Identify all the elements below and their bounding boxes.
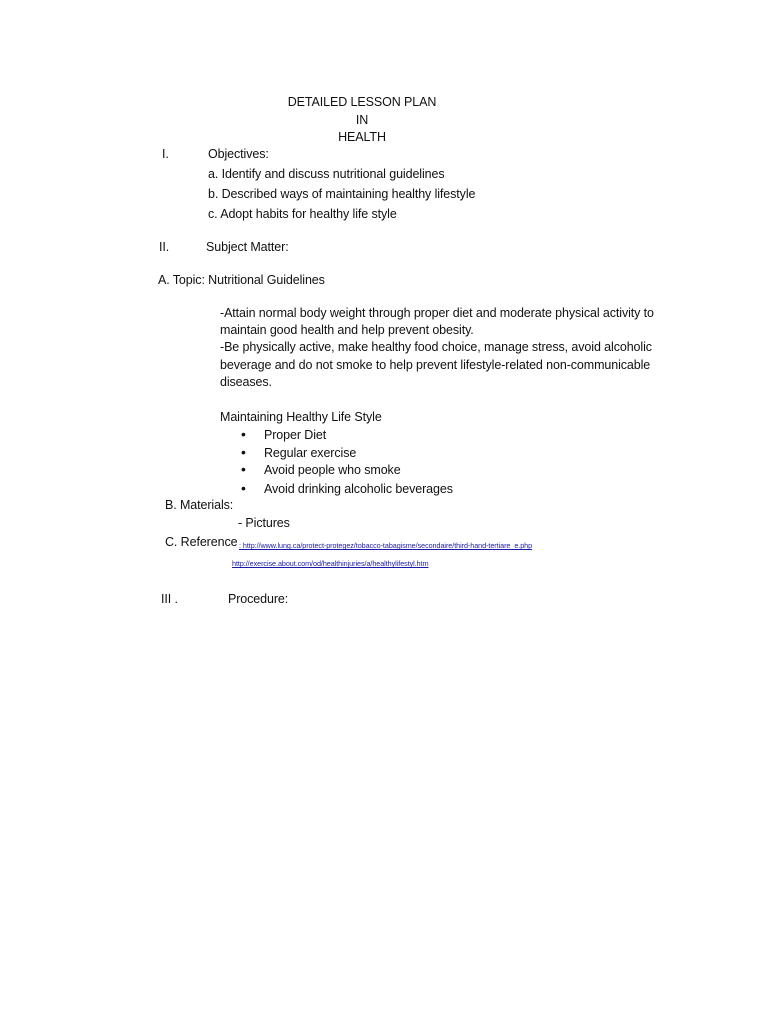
list-item: Proper Diet	[264, 428, 327, 442]
bullet-dot-icon: •	[241, 426, 246, 442]
procedure-numeral: III .	[161, 592, 178, 606]
objectives-heading: Objectives:	[208, 147, 269, 161]
list-item: Avoid drinking alcoholic beverages	[264, 482, 453, 496]
bullet-dot-icon: •	[241, 480, 246, 496]
topic-paragraph-line: -Be physically active, make healthy food choice, manage stress, avoid alcoholic	[220, 340, 652, 354]
topic-paragraph-line: maintain good health and help prevent obesity.	[220, 323, 474, 337]
procedure-heading: Procedure:	[228, 592, 289, 606]
reference-label: C. Reference	[165, 535, 238, 549]
materials-label: B. Materials:	[165, 498, 234, 512]
bullet-dot-icon: •	[241, 461, 246, 477]
objective-item: a. Identify and discuss nutritional guidelines	[208, 167, 445, 181]
subject-matter-heading: Subject Matter:	[206, 240, 289, 254]
materials-item: - Pictures	[238, 516, 290, 530]
objective-item: b. Described ways of maintaining healthy lifestyle	[208, 187, 476, 201]
title-line-2: IN	[355, 113, 369, 127]
list-item: Avoid people who smoke	[264, 463, 401, 477]
title-line-3: HEALTH	[338, 130, 386, 144]
subject-matter-numeral: II.	[159, 240, 170, 254]
topic-label: A. Topic: Nutritional Guidelines	[158, 273, 325, 287]
objectives-numeral: I.	[162, 147, 169, 161]
list-item: Regular exercise	[264, 446, 357, 460]
reference-link[interactable]: : http://www.lung.ca/protect-protegez/tobacco-tabagisme/secondaire/third-hand-tertiare_e.php	[239, 541, 533, 550]
title-line-1: DETAILED LESSON PLAN	[287, 95, 437, 109]
topic-paragraph-line: diseases.	[220, 375, 272, 389]
topic-paragraph-line: -Attain normal body weight through proper diet and moderate physical activity to	[220, 306, 654, 320]
bullet-dot-icon: •	[241, 444, 246, 460]
reference-link[interactable]: http://exercise.about.com/od/healthinjuries/a/healthylifestyl.htm	[232, 559, 429, 568]
list-heading: Maintaining Healthy Life Style	[220, 410, 382, 424]
objective-item: c. Adopt habits for healthy life style	[208, 207, 397, 221]
topic-paragraph-line: beverage and do not smoke to help prevent lifestyle-related non-communicable	[220, 358, 651, 372]
